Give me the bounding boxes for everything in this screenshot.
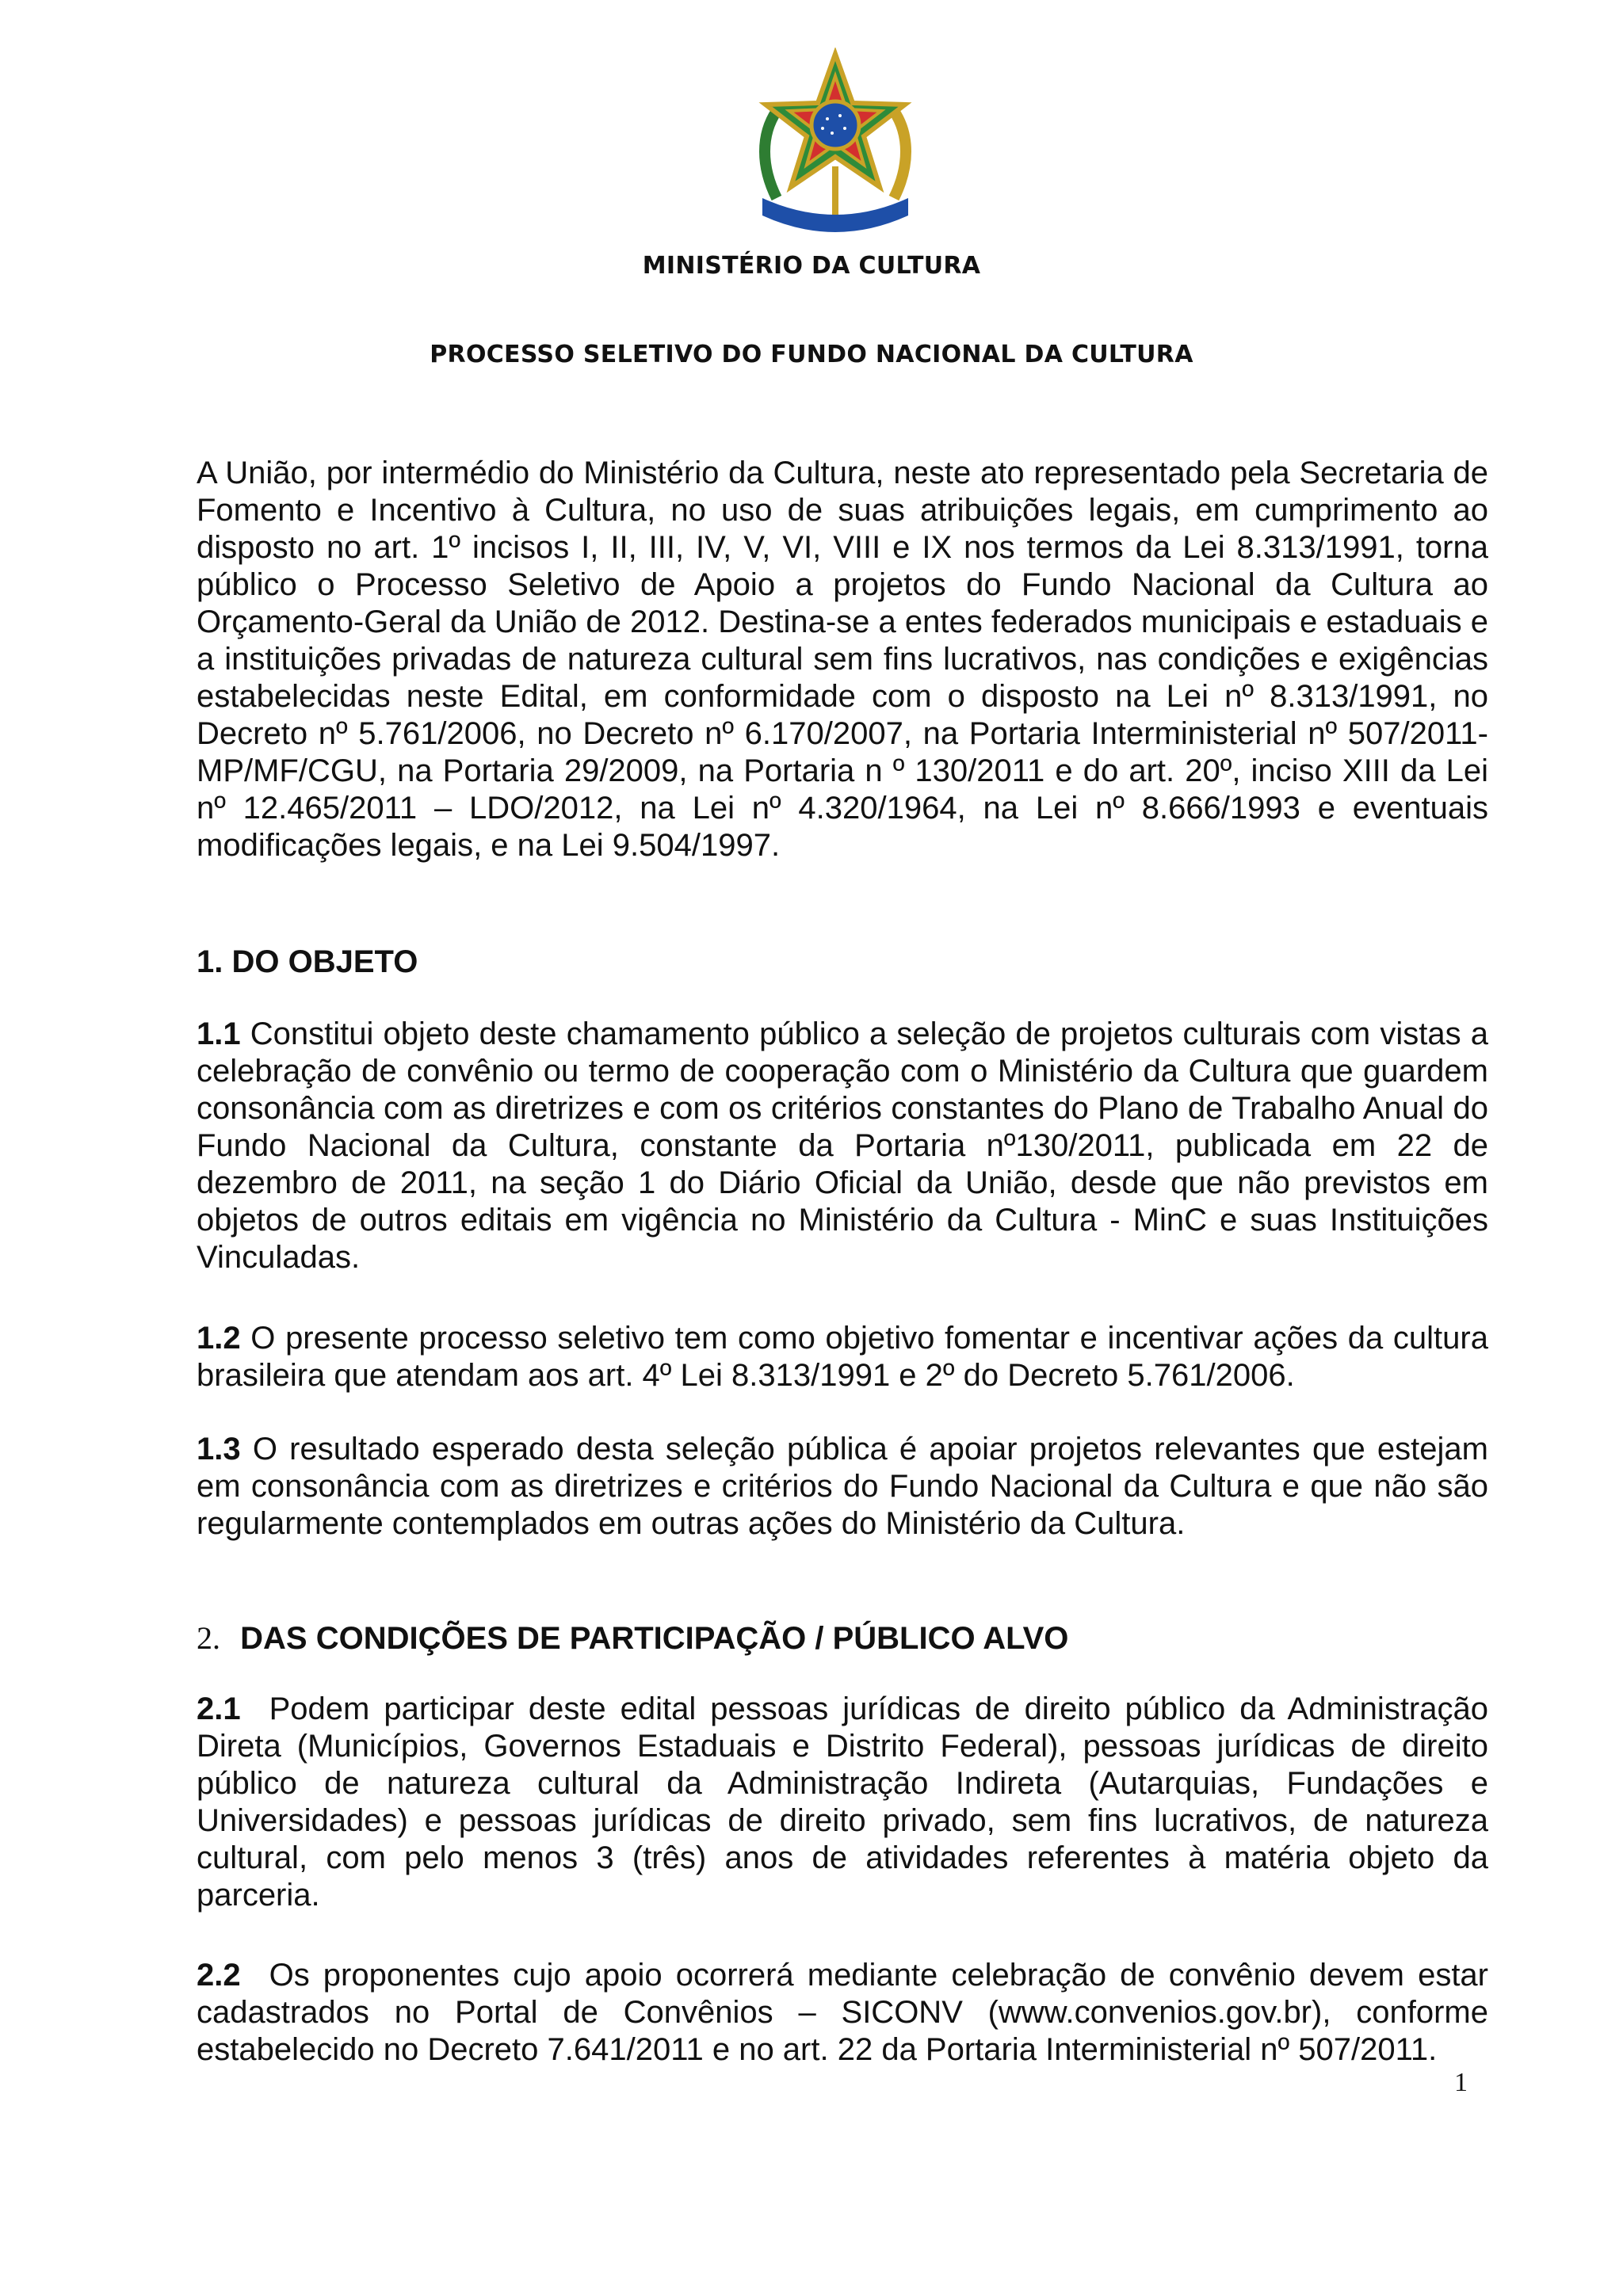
clause-number: 1.3: [197, 1432, 241, 1466]
section-title-text: DAS CONDIÇÕES DE PARTICIPAÇÃO / PÚBLICO ALVO: [240, 1621, 1069, 1656]
clause-2-1: [197, 1691, 1488, 1914]
process-title: PROCESSO SELETIVO DO FUNDO NACIONAL DA CULTURA: [430, 341, 1193, 368]
clause-1-2: [197, 1320, 1488, 1394]
clause-1-1: [197, 1016, 1488, 1276]
section-1-title: 1. DO OBJETO: [197, 944, 418, 979]
clause-text: Constitui objeto deste chamamento público a seleção de projetos culturais com vistas a celebração de convênio ou termo de cooperação com o Ministério da Cultura que guardem consonância com as diretrizes e com os critérios constantes do Plano de Trabalho Anual do Fundo Nacional da Cultura, constante da Portaria nº130/2011, publicada em 22 de dezembro de 2011, na seção 1 do Diário Oficial da União, desde que não previstos em objetos de outros editais em vigência no Ministério da Cultura - MinC e suas Instituições Vinculadas.: [197, 1016, 1488, 1275]
section-number: 2.: [197, 1620, 220, 1656]
brazil-coat-of-arms-icon: [745, 48, 926, 238]
clause-text: O resultado esperado desta seleção pública é apoiar projetos relevantes que estejam em consonância com as diretrizes e critérios do Fundo Nacional da Cultura e que não são regularmente contemplados em outras ações do Ministério da Cultura.: [197, 1432, 1488, 1541]
clause-number: 1.2: [197, 1321, 241, 1356]
clause-text: Os proponentes cujo apoio ocorrerá mediante celebração de convênio devem estar cadastrados no Portal de Convênios – SICONV (www.convenios.gov.br), conforme estabelecido no Decreto 7.641/2011 e no art. 22 da Portaria Interministerial nº 507/2011.: [197, 1958, 1488, 2067]
clause-2-2: [197, 1957, 1488, 2069]
ministry-heading: MINISTÉRIO DA CULTURA: [642, 252, 981, 280]
clause-number: 2.2: [197, 1958, 241, 1993]
clause-text: O presente processo seletivo tem como objetivo fomentar e incentivar ações da cultura brasileira que atendam aos art. 4º Lei 8.313/1991 e 2º do Decreto 5.761/2006.: [197, 1321, 1488, 1393]
clause-number: 2.1: [197, 1691, 241, 1726]
intro-paragraph: A União, por intermédio do Ministério da Cultura, neste ato representado pela Secretaria de Fomento e Incentivo à Cultura, no uso de suas atribuições legais, em cumprimento ao disposto no art. 1º incisos I, II, III, IV, V, VI, VIII e IX nos termos da Lei 8.313/1991, torna público o Processo Seletivo de Apoio a projetos do Fundo Nacional da Cultura ao Orçamento-Geral da União de 2012. Destina-se a entes federados municipais e estaduais e a instituições privadas de natureza cultural sem fins lucrativos, nas condições e exigências estabelecidas neste Edital, em conformidade com o disposto na Lei nº 8.313/1991, no Decreto nº 5.761/2006, no Decreto nº 6.170/2007, na Portaria Interministerial nº 507/2011-MP/MF/CGU, na Portaria 29/2009, na Portaria n º 130/2011 e do art. 20º, inciso XIII da Lei nº 12.465/2011 – LDO/2012, na Lei nº 4.320/1964, na Lei nº 8.666/1993 e eventuais modificações legais, e na Lei 9.504/1997.: [197, 456, 1488, 863]
clause-text: Podem participar deste edital pessoas jurídicas de direito público da Administração Direta (Municípios, Governos Estaduais e Distrito Federal), pessoas jurídicas de direito público de natureza cultural da Administração Indireta (Autarquias, Fundações e Universidades) e pessoas jurídicas de direito privado, sem fins lucrativos, de natureza cultural, com pelo menos 3 (três) anos de atividades referentes à matéria objeto da parceria.: [197, 1691, 1488, 1913]
section-2-title: [197, 1619, 1068, 1657]
clause-number: 1.1: [197, 1016, 241, 1051]
page-number: 1: [1454, 2068, 1468, 2097]
clause-1-3: [197, 1431, 1488, 1543]
